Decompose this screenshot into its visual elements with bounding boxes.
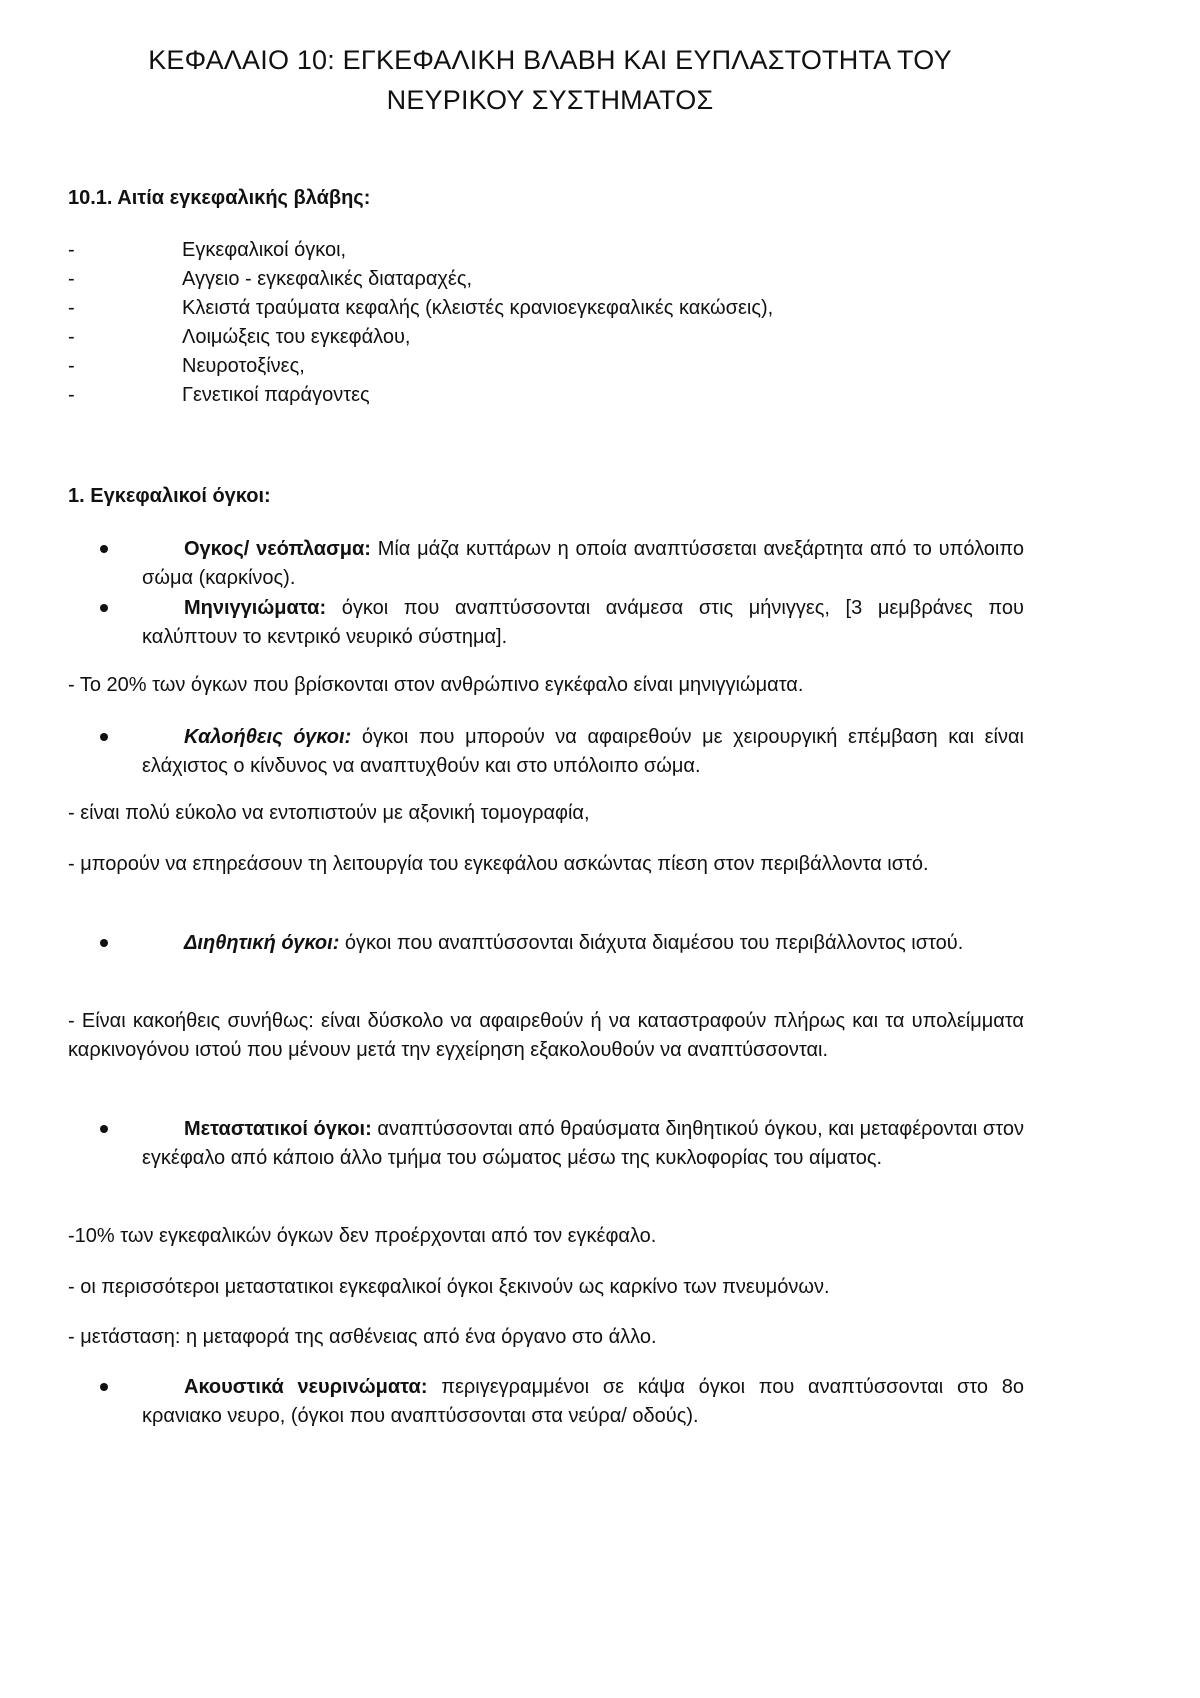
bullet-item (100, 594, 1024, 652)
bullet-description: περιγεγραμμένοι σε κάψα όγκοι που αναπτύσσονται στο 8ο κρανιακο νευρο, (όγκοι που αναπτύσσονται στα νεύρα/ οδούς). (142, 1376, 1024, 1427)
bullet-term: Ογκος/ νεόπλασμα: (184, 538, 371, 560)
bullet-text (142, 723, 1024, 781)
bullet-text (142, 1115, 1024, 1173)
list-item-text: Κλειστά τραύματα κεφαλής (κλειστές κρανιοεγκεφαλικές κακώσεις), (182, 297, 774, 319)
section-heading: 10.1. Αιτία εγκεφαλικής βλάβης: (68, 187, 371, 209)
bullet-description: όγκοι που αναπτύσσονται ανάμεσα στις μήνιγγες, [3 μεμβράνες που καλύπτουν το κεντρικό νευρικό σύστημα]. (142, 597, 1024, 648)
list-item-text: Λοιμώξεις του εγκεφάλου, (182, 326, 411, 348)
dash-marker: - (68, 355, 75, 377)
causes-list (68, 236, 773, 410)
list-item (68, 323, 773, 352)
bullet-icon (100, 1383, 108, 1391)
list-item (68, 294, 773, 323)
list-item (68, 236, 773, 265)
dash-marker: - (68, 297, 75, 319)
bullet-icon (100, 604, 108, 612)
bullet-icon (100, 1125, 108, 1133)
dash-marker: - (68, 384, 75, 406)
bullet-item (100, 723, 1024, 781)
bullet-icon (100, 733, 108, 741)
bullet-item (100, 1115, 1024, 1173)
bullet-icon (100, 939, 108, 947)
bullet-text (142, 1373, 1024, 1431)
list-item-text: Νευροτοξίνες, (182, 355, 305, 377)
bullet-description: όγκοι που μπορούν να αφαιρεθούν με χειρουργική επέμβαση και είναι ελάχιστος ο κίνδυνος να αναπτυχθούν και στο υπόλοιπο σώμα. (142, 726, 1025, 777)
bullet-description: αναπτύσσονται από θραύσματα διηθητικού όγκου, και μεταφέρονται στον εγκέφαλο από κάποιο άλλο τμήμα του σώματος μέσω της κυκλοφορίας του αίματος. (142, 1118, 1024, 1169)
bullet-term: Μεταστατικοί όγκοι: (184, 1118, 372, 1140)
subheading-brain-tumors: 1. Εγκεφαλικοί όγκοι: (68, 485, 271, 507)
bullet-icon (100, 545, 108, 553)
title-line-2: ΝΕΥΡΙΚΟΥ ΣΥΣΤΗΜΑΤΟΣ (386, 85, 714, 115)
title-line-1: ΚΕΦΑΛΑΙΟ 10: ΕΓΚΕΦΑΛΙΚΗ ΒΛΑΒΗ ΚΑΙ ΕΥΠΛΑΣΤΟΤΗΤΑ ΤΟΥ (148, 45, 952, 75)
bullet-item (100, 1373, 1024, 1431)
bullet-term: Μηνιγγιώματα: (184, 597, 327, 619)
dash-marker: - (68, 239, 75, 261)
bullet-text (142, 535, 1024, 593)
paragraph: - Είναι κακοήθεις συνήθως: είναι δύσκολο να αφαιρεθούν ή να καταστραφούν πλήρως και τα υπολείμματα καρκινογόνου ιστού που μένουν μετά την εγχείρηση εξακολουθούν να αναπτύσσονται. (68, 1010, 1024, 1061)
paragraph: - μπορούν να επηρεάσουν τη λειτουργία του εγκεφάλου ασκώντας πίεση στον περιβάλλοντα ιστό. (68, 853, 929, 875)
dash-marker: - (68, 268, 75, 290)
bullet-term: Διηθητική όγκοι: (184, 932, 340, 954)
paragraph: - είναι πολύ εύκολο να εντοπιστούν με αξονική τομογραφία, (68, 802, 590, 824)
paragraph: - μετάσταση: η μεταφορά της ασθένειας από ένα όργανο στο άλλο. (68, 1326, 657, 1348)
page-title (100, 40, 1000, 120)
bullet-description: όγκοι που αναπτύσσονται διάχυτα διαμέσου του περιβάλλοντος ιστού. (339, 932, 964, 954)
list-item-text: Αγγειο - εγκεφαλικές διαταραχές, (182, 268, 473, 290)
bullet-item (100, 535, 1024, 593)
bullet-text (142, 929, 1024, 958)
bullet-item (100, 929, 1024, 958)
bullet-term: Ακουστικά νευρινώματα: (184, 1376, 428, 1398)
paragraph: - Το 20% των όγκων που βρίσκονται στον ανθρώπινο εγκέφαλο είναι μηνιγγιώματα. (68, 674, 804, 696)
paragraph: -10% των εγκεφαλικών όγκων δεν προέρχονται από τον εγκέφαλο. (68, 1225, 657, 1247)
dash-marker: - (68, 326, 75, 348)
bullet-term: Καλοήθεις όγκοι: (184, 726, 352, 748)
bullet-text (142, 594, 1024, 652)
list-item (68, 381, 773, 410)
list-item (68, 352, 773, 381)
paragraph: - οι περισσότεροι μεταστατικοι εγκεφαλικοί όγκοι ξεκινούν ως καρκίνο των πνευμόνων. (68, 1276, 830, 1298)
list-item-text: Εγκεφαλικοί όγκοι, (182, 239, 347, 261)
bullet-description: Μία μάζα κυττάρων η οποία αναπτύσσεται ανεξάρτητα από το υπόλοιπο σώμα (καρκίνος). (142, 538, 1025, 589)
list-item-text: Γενετικοί παράγοντες (182, 384, 370, 406)
list-item (68, 265, 773, 294)
